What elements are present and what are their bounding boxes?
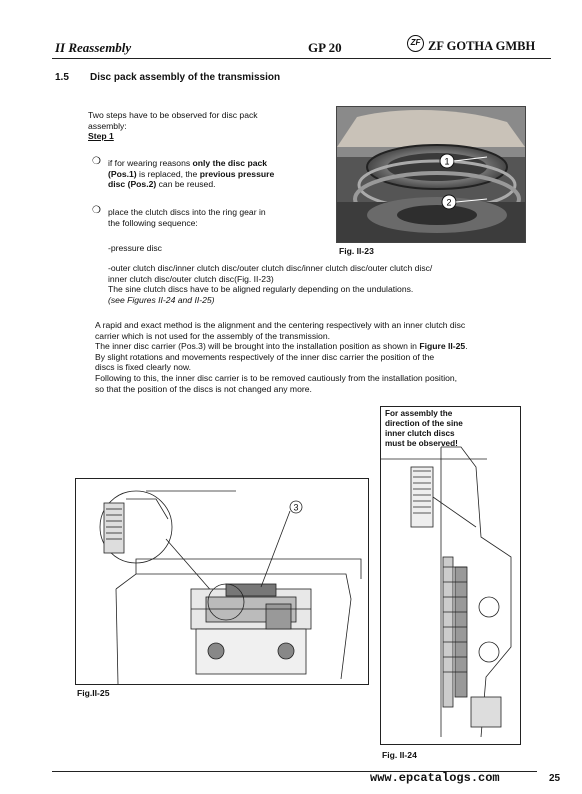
- method-paragraph: [95, 320, 535, 394]
- bullet-1-bold: only the disc pack: [192, 158, 268, 168]
- figure-ii-25: [75, 478, 369, 685]
- pressure-disc-text: -pressure disc: [108, 243, 162, 253]
- header-rule: [52, 58, 551, 59]
- caption-fig-23: Fig. II-23: [339, 246, 374, 256]
- figure-ii-24: [380, 406, 521, 745]
- para-line: A rapid and exact method is the alignment and the centering respectively with an inner clutch disc: [95, 320, 466, 330]
- bullet-1-text: [108, 158, 328, 190]
- figure-ii-23: [336, 106, 526, 243]
- caption-fig-24: Fig. II-24: [382, 750, 417, 760]
- model-name: GP 20: [308, 40, 342, 55]
- caption-fig-25: Fig.II-25: [77, 688, 110, 698]
- footer-url[interactable]: www.epcatalogs.com: [370, 771, 500, 785]
- para-line: so that the position of the discs is not changed any more.: [95, 383, 312, 394]
- sequence-line: The sine clutch discs have to be aligned regularly depending on the undulations.: [108, 284, 414, 295]
- note-line: For assembly the: [385, 409, 453, 418]
- sine-disc-section-drawing: [381, 407, 520, 744]
- para-line: discs is fixed clearly now.: [95, 362, 191, 373]
- sequence-text: [108, 263, 528, 305]
- bullet-2-line: place the clutch discs into the ring gear in: [108, 207, 266, 217]
- callout-2: 2: [446, 197, 452, 208]
- disc-pack-photo: [337, 107, 525, 242]
- chapter-title: II Reassembly: [55, 40, 132, 55]
- sequence-line: -outer clutch disc/inner clutch disc/outer clutch disc/inner clutch disc/outer clutch disc/: [108, 263, 433, 273]
- note-line: must be observed!: [385, 439, 458, 448]
- zf-logo-text: ZF: [410, 38, 421, 47]
- section-number: 1.5: [55, 72, 69, 83]
- bullet-1-bold: (Pos.1): [108, 168, 137, 179]
- para-line: Following to this, the inner disc carrier is to be removed cautiously from the installation position,: [95, 372, 458, 383]
- note-line: direction of the sine: [385, 419, 463, 428]
- bullet-2-text: [108, 207, 328, 228]
- callout-1: 1: [444, 156, 450, 167]
- sequence-line: (see Figures II-24 and II-25): [108, 294, 215, 305]
- bullet-1-bold: disc (Pos.2): [108, 179, 157, 190]
- bullet-1-line: is replaced, the: [136, 168, 200, 179]
- intro-text: [88, 110, 328, 142]
- bullet-icon: ❍: [92, 205, 101, 216]
- callout-3: 3: [293, 502, 299, 513]
- step-label: Step 1: [88, 131, 114, 142]
- bullet-icon: ❍: [92, 156, 101, 167]
- page-number: 25: [549, 773, 561, 784]
- bullet-1-line: can be reused.: [156, 179, 216, 190]
- bullet-2-line: the following sequence:: [108, 217, 198, 228]
- note-line: inner clutch discs: [385, 429, 455, 438]
- para-line: By slight rotations and movements respectively of the inner disc carrier the position of the: [95, 351, 435, 362]
- company-name: ZF GOTHA GMBH: [428, 39, 536, 53]
- fig-24-note: [385, 409, 463, 449]
- intro-line: assembly:: [88, 120, 127, 131]
- bullet-1-bold: previous pressure: [199, 168, 275, 179]
- section-title: Disc pack assembly of the transmission: [90, 72, 281, 83]
- sequence-line: inner clutch disc/outer clutch disc(Fig. II-23): [108, 273, 274, 284]
- transmission-cross-section-drawing: [76, 479, 368, 684]
- para-line: carrier which is not used for the assembly of the transmission.: [95, 330, 330, 341]
- figure-ref: Figure II-25: [419, 341, 466, 352]
- para-line: The inner disc carrier (Pos.3) will be brought into the installation position as shown in: [95, 341, 420, 352]
- bullet-1-line: if for wearing reasons: [108, 158, 193, 168]
- para-line: .: [465, 341, 468, 352]
- intro-line: Two steps have to be observed for disc pack: [88, 110, 258, 120]
- zf-logo: [407, 35, 424, 52]
